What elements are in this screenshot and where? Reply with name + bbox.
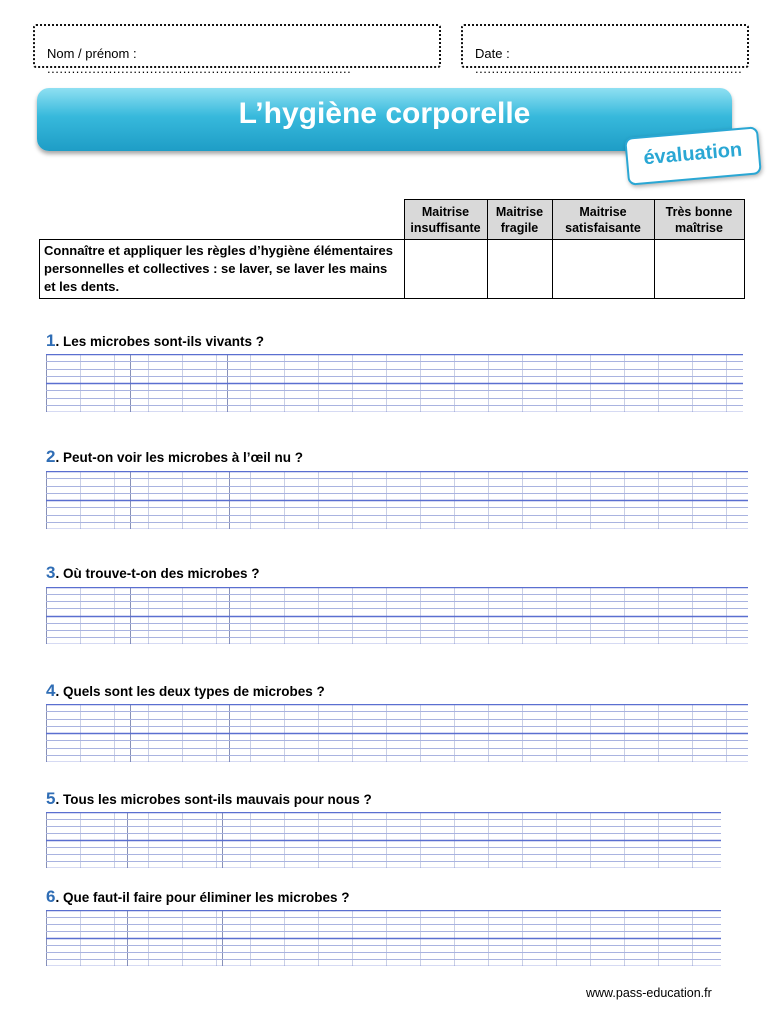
- ruled-lines: [46, 910, 721, 966]
- question-2: [46, 447, 303, 467]
- question-text: . Quels sont les deux types de microbes ?: [55, 684, 325, 699]
- ruled-lines: [46, 812, 721, 868]
- level-fragile: Maitrise fragile: [487, 200, 552, 240]
- question-text: . Où trouve-t-on des microbes ?: [55, 566, 260, 581]
- cell-insuffisante[interactable]: [404, 240, 487, 299]
- date-box[interactable]: [461, 24, 749, 76]
- question-number: 5: [46, 789, 56, 808]
- ruled-lines: [46, 587, 748, 644]
- question-number: 4: [46, 681, 56, 700]
- ruled-lines: [46, 704, 748, 762]
- cell-fragile[interactable]: [487, 240, 552, 299]
- page-title: L’hygiène corporelle: [238, 97, 531, 130]
- date-label: Date :: [475, 46, 510, 61]
- name-box[interactable]: [33, 24, 441, 76]
- question-number: 3: [46, 563, 56, 582]
- answer-lines-4[interactable]: [46, 704, 748, 762]
- question-number: 2: [46, 447, 56, 466]
- question-1: [46, 331, 264, 351]
- answer-lines-5[interactable]: [46, 812, 721, 868]
- question-number: 6: [46, 887, 56, 906]
- name-label: Nom / prénom :: [47, 46, 137, 61]
- ruled-lines: [46, 471, 748, 529]
- question-5: [46, 789, 372, 809]
- question-text: . Les microbes sont-ils vivants ?: [55, 334, 265, 349]
- cell-tres-bonne[interactable]: [654, 240, 744, 299]
- level-satisfaisante: Maitrise satisfaisante: [552, 200, 654, 240]
- answer-lines-1[interactable]: [46, 354, 743, 412]
- answer-lines-2[interactable]: [46, 471, 748, 529]
- question-text: . Que faut-il faire pour éliminer les microbes ?: [55, 890, 350, 905]
- level-tres-bonne: Très bonne maîtrise: [654, 200, 744, 240]
- evaluation-tag: évaluation: [624, 126, 762, 185]
- cell-satisfaisante[interactable]: [552, 240, 654, 299]
- competence-text: Connaître et appliquer les règles d’hygiène élémentaires personnelles et collectives : se laver, se laver les mains et les dents.: [40, 240, 405, 299]
- question-text: . Tous les microbes sont-ils mauvais pour nous ?: [55, 792, 372, 807]
- answer-lines-6[interactable]: [46, 910, 721, 966]
- question-6: [46, 887, 350, 907]
- date-dots: .................................................................: [475, 61, 743, 76]
- grid-corner: [40, 200, 405, 240]
- question-number: 1: [46, 331, 56, 350]
- evaluation-grid: [39, 199, 745, 299]
- question-text: . Peut-on voir les microbes à l’œil nu ?: [55, 450, 304, 465]
- question-3: [46, 563, 260, 583]
- question-4: [46, 681, 325, 701]
- answer-lines-3[interactable]: [46, 587, 748, 644]
- level-insuffisante: Maitrise insuffisante: [404, 200, 487, 240]
- name-dots: ..........................................................................: [47, 61, 352, 76]
- ruled-lines: [46, 354, 743, 412]
- footer-url: www.pass-education.fr: [586, 986, 712, 1000]
